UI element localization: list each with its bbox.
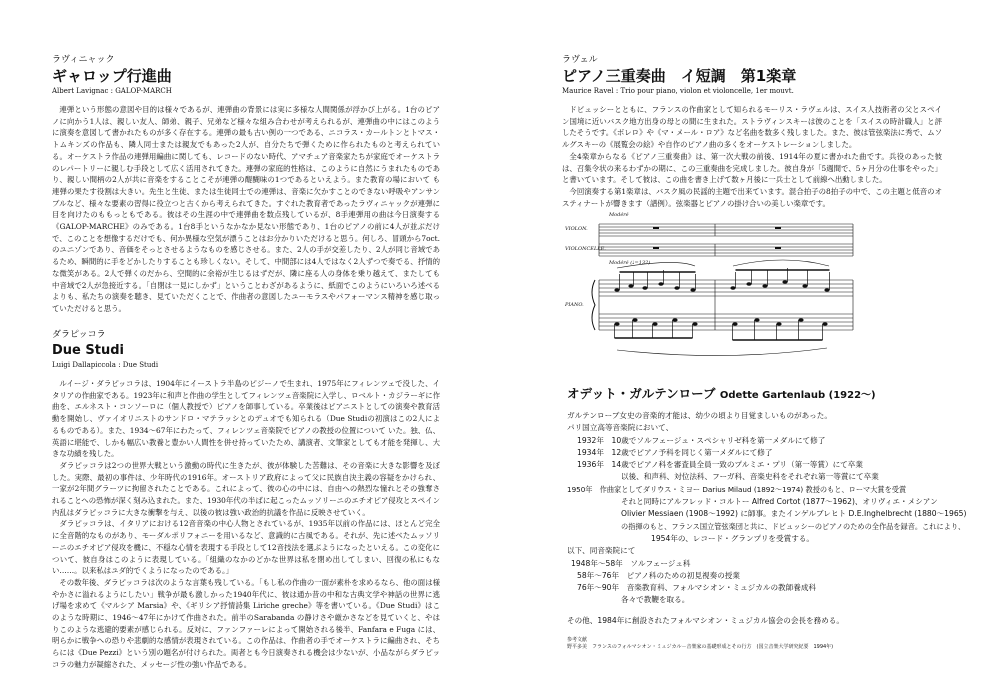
lavignac-kana: ラヴィニャック <box>52 55 115 65</box>
bio-line: 以後、和声科、対位法科、フーガ科、音楽史科をそれぞれ第一等賞にて卒業 <box>621 472 879 482</box>
bio-line: それと同時にアルフレッド・コルトー Alfred Cortot (1877～1962)、オリヴィエ・メシアン <box>621 497 938 507</box>
dallapiccola-paragraph: ダラピッコラは2つの世界大戦という激動の時代に生きたが、彼が体験した苦難は、その音楽に大きな影響を及ぼした。実際、最初の事件は、少年時代の1916年。オーストリア政府によって父に民族自決主義の容疑をかけられ、一家が2年間グラーツに拘留されたことである。これによって、彼の心の中には、自由への熱烈な憧れとその強奪されることへの恐怖が深く刻み込まれた。また、1930年代の半ばに起こったムッソリーニのエチオピア侵攻とスペイン内乱はダラピッコラに大きな衝撃を与え、以後の彼は強い政治的抗議を作品に反映させていく。 <box>52 460 440 517</box>
dallapiccola-paragraph: その数年後、ダラピッコラは次のような言葉も残している。「もし私の作曲の一面が素朴を求めるなら、他の面は様やかさに溢れるようにしたい」戦争が最も激しかった1940年代に、彼は通か昔の中和な古典文学や神話の世界に逃げ場を求めて《マルシア Marsia》や、《ギリシア抒情詩集 Liriche greche》等を書いている。《Due Studi》はこのような時期に、1946～47年にかけて作曲された。前半のSarabanda の静けさや厳かさなどを見ていくと、やはりこのような逃避的要素が感じられる。反対に、ファンファーレによって開始される後半、Fanfara e Fuga には、明らかに戦争への恐りや悲劇的な感情が表現されている。この作品は、作曲者の手でオーケストラに編曲され、そちらには《Due Pezzi》という別の題名が付けられた。両者とも今日演奏される機会は少ないが、小品ながらダラピッコラの魅力が凝縮された、メッセージ性の強い作品である。 <box>52 577 440 669</box>
bio-line: 1932年 10歳でソルフェージュ・スペシャリゼ科を第一メダルにて修了 <box>577 435 826 445</box>
ravel-subtitle: Maurice Ravel : Trio pour piano, violon et violoncelle, 1er mouvt. <box>562 87 794 95</box>
bio-line: 各々で教鞭を取る。 <box>621 595 690 605</box>
score-label-cello: VIOLONCELLE. <box>565 246 606 252</box>
ravel-section <box>562 52 942 209</box>
ravel-paragraph: 今回演奏する第1楽章は、バスク風の民謡的主題で出来ています。混合拍子の8拍子の中で、この主題と低音のオスティナートが響きます（譜例）。弦楽器とピアノの掛け合いの美しい楽章です。 <box>562 186 942 208</box>
bio-line: パリ国立高等音楽院において、 <box>567 423 674 433</box>
gartenlaub-title-en: Odette Gartenlaub (1922～) <box>719 390 876 401</box>
score-tempo-piano: Modéré (♩=132) <box>609 260 651 266</box>
gartenlaub-title-ja: オデット・ガルテンローブ <box>567 386 716 401</box>
lavignac-paragraph: 連弾という形態の意図や目的は様々であるが、連弾曲の背景には実に多様な人間関係が浮かび上がる。1台のピアノに向かう1人は、親しい友人、師弟、親子、兄弟など様々な組み合わせが考えられるが、連弾曲の中にはこのように演奏を意図して書かれたものが多く存在する。連弾の最も古い例の一つである、ニコラス・カールトンとトマス・トムキンズの作品も、隣人同士または親友でもあった2人が、自分たちで弾くために作られたものと考えられている。オーケストラ作品の連弾用編曲に関しても、レコードのない時代、アマチュア音楽家たちが家庭でオーケストラのレパートリーに親しむ手段として広く活用されてきた。連弾の家庭的性格は、このように自然にうまれたものであり、親しい間柄の2人が共に音楽をすることこそが連弾の醍醐味の1つであるといえよう。また教育の場において も連弾の果たす役割は大きい。先生と生徒、または生徒同士での連弾は、音楽に欠かすことのできない呼吸やアンサンブルなど、様々な要素の習得に役立つと古くから考えられてきた。すぐれた教育者であったラヴィニャックが連弾に目を向けたのももっともである。彼はその生涯の中で連弾曲を数点残しているが、8手連弾用の曲は今日演奏する《GALOP-MARCHE》のみである。1台8手というなかなか見ない形態であり、1台のピアノの前に4人が並ぶだけで、このことを想像するだけでも、何か異様な空気が漂うことはお分かりいただけると思う。何しろ、冒頭から7oct.のユニゾンであり、音価をそっとさせるようなものを感じさせる。また、2人の手が交差したり、2人が同じ音域であるため、瞬間的に手をどかしたりすることも珍しくない。そして、中間部には4人ではなく2人ずつで奏でる、抒情的な微笑がある。2人で弾くのだから、空間的に余裕が生じるはずだが、隣に座る人の身体を乗り越えて、またしても中音域で2人が急接近する。「自閉は一見にしかず」ということわざがあるように、紙面でこのようにいろいろ述べるよりも、私たちの演奏を聴き、見ていただくことで、作曲者の意図したユーモラスやパフォーマンス精神を感じ取っていただけると思う。 <box>52 105 440 313</box>
bio-line: ガルテンローブ女史の音楽的才能は、幼少の頃より目覚ましいものがあった。 <box>567 411 832 420</box>
dallapiccola-subtitle: Luigi Dallapiccola : Due Studi <box>52 361 159 369</box>
bio-line: の指揮のもと、フランス国立管弦楽団と共に、ドビュッシーのピアノのための全作品を録音。これにより、 <box>621 521 966 531</box>
lavignac-subtitle: Albert Lavignac : GALOP-MARCH <box>52 87 172 95</box>
bio-line: 以下、同音楽院にて <box>567 546 636 556</box>
bio-line: その他、1984年に創設されたフォルマシオン・ミュジカル協会の会長を務める。 <box>567 615 844 625</box>
ravel-kana: ラヴェル <box>562 55 598 65</box>
ravel-title: ピアノ三重奏曲 イ短調 第1楽章 <box>562 67 797 85</box>
bio-line: 1936年 14歳でピアノ科を審査員全員一致のプルミエ・プリ（第一等賞）にて卒業 <box>577 460 863 470</box>
dallapiccola-kana: ダラピッコラ <box>52 330 106 340</box>
bio-line: 76年～90年 音楽教育科、フォルマシオン・ミュジカルの教師養成科 <box>577 583 817 593</box>
bio-line: 1954年の、レコード・グランプリを受賞する。 <box>651 533 814 543</box>
dallapiccola-paragraph: ダラピッコラは、イタリアにおける12音音楽の中心人物とされているが、1935年以前の作品には、ほとんど完全に全音階的なものがあり、モーダルポリフォニーを用いるなど、意識的に古風である。それが、先に述べたムッソリーニのエチオピア侵攻を機に、不穏な心情を表現する手段として12音技法を選ぶようになったといえる。この変化について、彼自身はこのように表現している。「組織のなかのどかな世界は私を閉め出してしまい、回復の私にもない……。以来私はユダ的でくようになったのである。」 <box>52 519 440 576</box>
gartenlaub-section <box>567 384 967 651</box>
dallapiccola-section <box>52 327 440 671</box>
score-tempo-strings: Modéré <box>609 212 629 218</box>
bio-line: Olivier Messiaen (1908～1992) に師事。またインゲルブレヒト D.E.Inghelbrecht (1880～1965) <box>621 509 967 519</box>
bio-line: 1934年 12歳でピアノ予科を同じく第一メダルにて修了 <box>577 447 773 457</box>
gartenlaub-title <box>567 384 967 402</box>
references-heading: 参考文献 <box>567 637 588 644</box>
reference-item: 野平多美 フランスのフォルマシオン・ミュジカル－音楽家の基礎形成とその行方 (国立音楽大学研究紀要 1994年) <box>567 644 834 651</box>
lavignac-title: ギャロップ行進曲 <box>52 67 172 85</box>
bio-line: 58年～76年 ピアノ科のための初見視奏の授業 <box>577 570 740 580</box>
ravel-paragraph: 全4楽章からなる《ピアノ三重奏曲》は、第一次大戦の前後、1914年の夏に書かれた曲です。兵役のあった彼は、召集令状の来るわずかの期に、この三重奏曲を完成しました。彼自身が「5週間で、5ヶ月分の仕事をやった」と書いています。そして彼は、この曲を書き上げて数ヶ月後に一兵士として前線へ出動しました。 <box>562 151 942 185</box>
score-label-violin: VIOLON. <box>565 226 588 232</box>
dallapiccola-title: Due Studi <box>52 343 124 358</box>
ravel-paragraph: ドビュッシーとともに、フランスの作曲家として知られるモーリス・ラヴェルは、スイス人技術者の父とスペイン国境に近いバスク地方出身の母との間に生まれた。ストラヴィンスキーは彼のことを「スイスの時計職人」と評したそうです。《ボレロ》や《マ・メール・ロア》など名曲を数多く残しました。また、彼は管弦楽法に秀で、ムソルグスキーの《展覧会の絵》や自作のピアノ曲の多くをオーケストレーションしました。 <box>562 105 942 150</box>
score-image <box>565 210 857 365</box>
dallapiccola-paragraph: ルイージ・ダラピッコラは、1904年にイーストラ半島のピジーノで生まれ、1975年にフィレンツェで没した、イタリアの作曲家である。1923年に和声と作曲の学生としてフィレンツェ音楽院に入学し、ロベルト・カジラーギに作曲を、エルネスト・コンソーロに（個人教授で）ピアノを師事している。卒業後はピアニストとしての演奏や教育活動を開始し、ヴァイオリニストのサンドロ・マテラッシとのデュオでも知られる（Due Studiの初演はこの2人によるものである）。また、1934～67年にわたって、フィレンツェ音楽院でピアノの教授の位置について いた。独、仏、英語に堪能で、しかも幅広い教養と豊かい人間性を併せ持っていたため、講演者、文筆家としても才能を発揮し、大きな功績を残した。 <box>52 379 440 459</box>
lavignac-section <box>52 52 440 315</box>
score-label-piano: PIANO. <box>565 302 584 308</box>
music-score-excerpt <box>565 210 857 365</box>
bio-line: 1950年 作曲家としてダリウス・ミヨー Darius Milaud (1892～1974) 教授のもと、ローマ大賞を受賞 <box>567 484 907 494</box>
bio-line: 1948年～58年 ソルフェージュ科 <box>571 558 691 568</box>
